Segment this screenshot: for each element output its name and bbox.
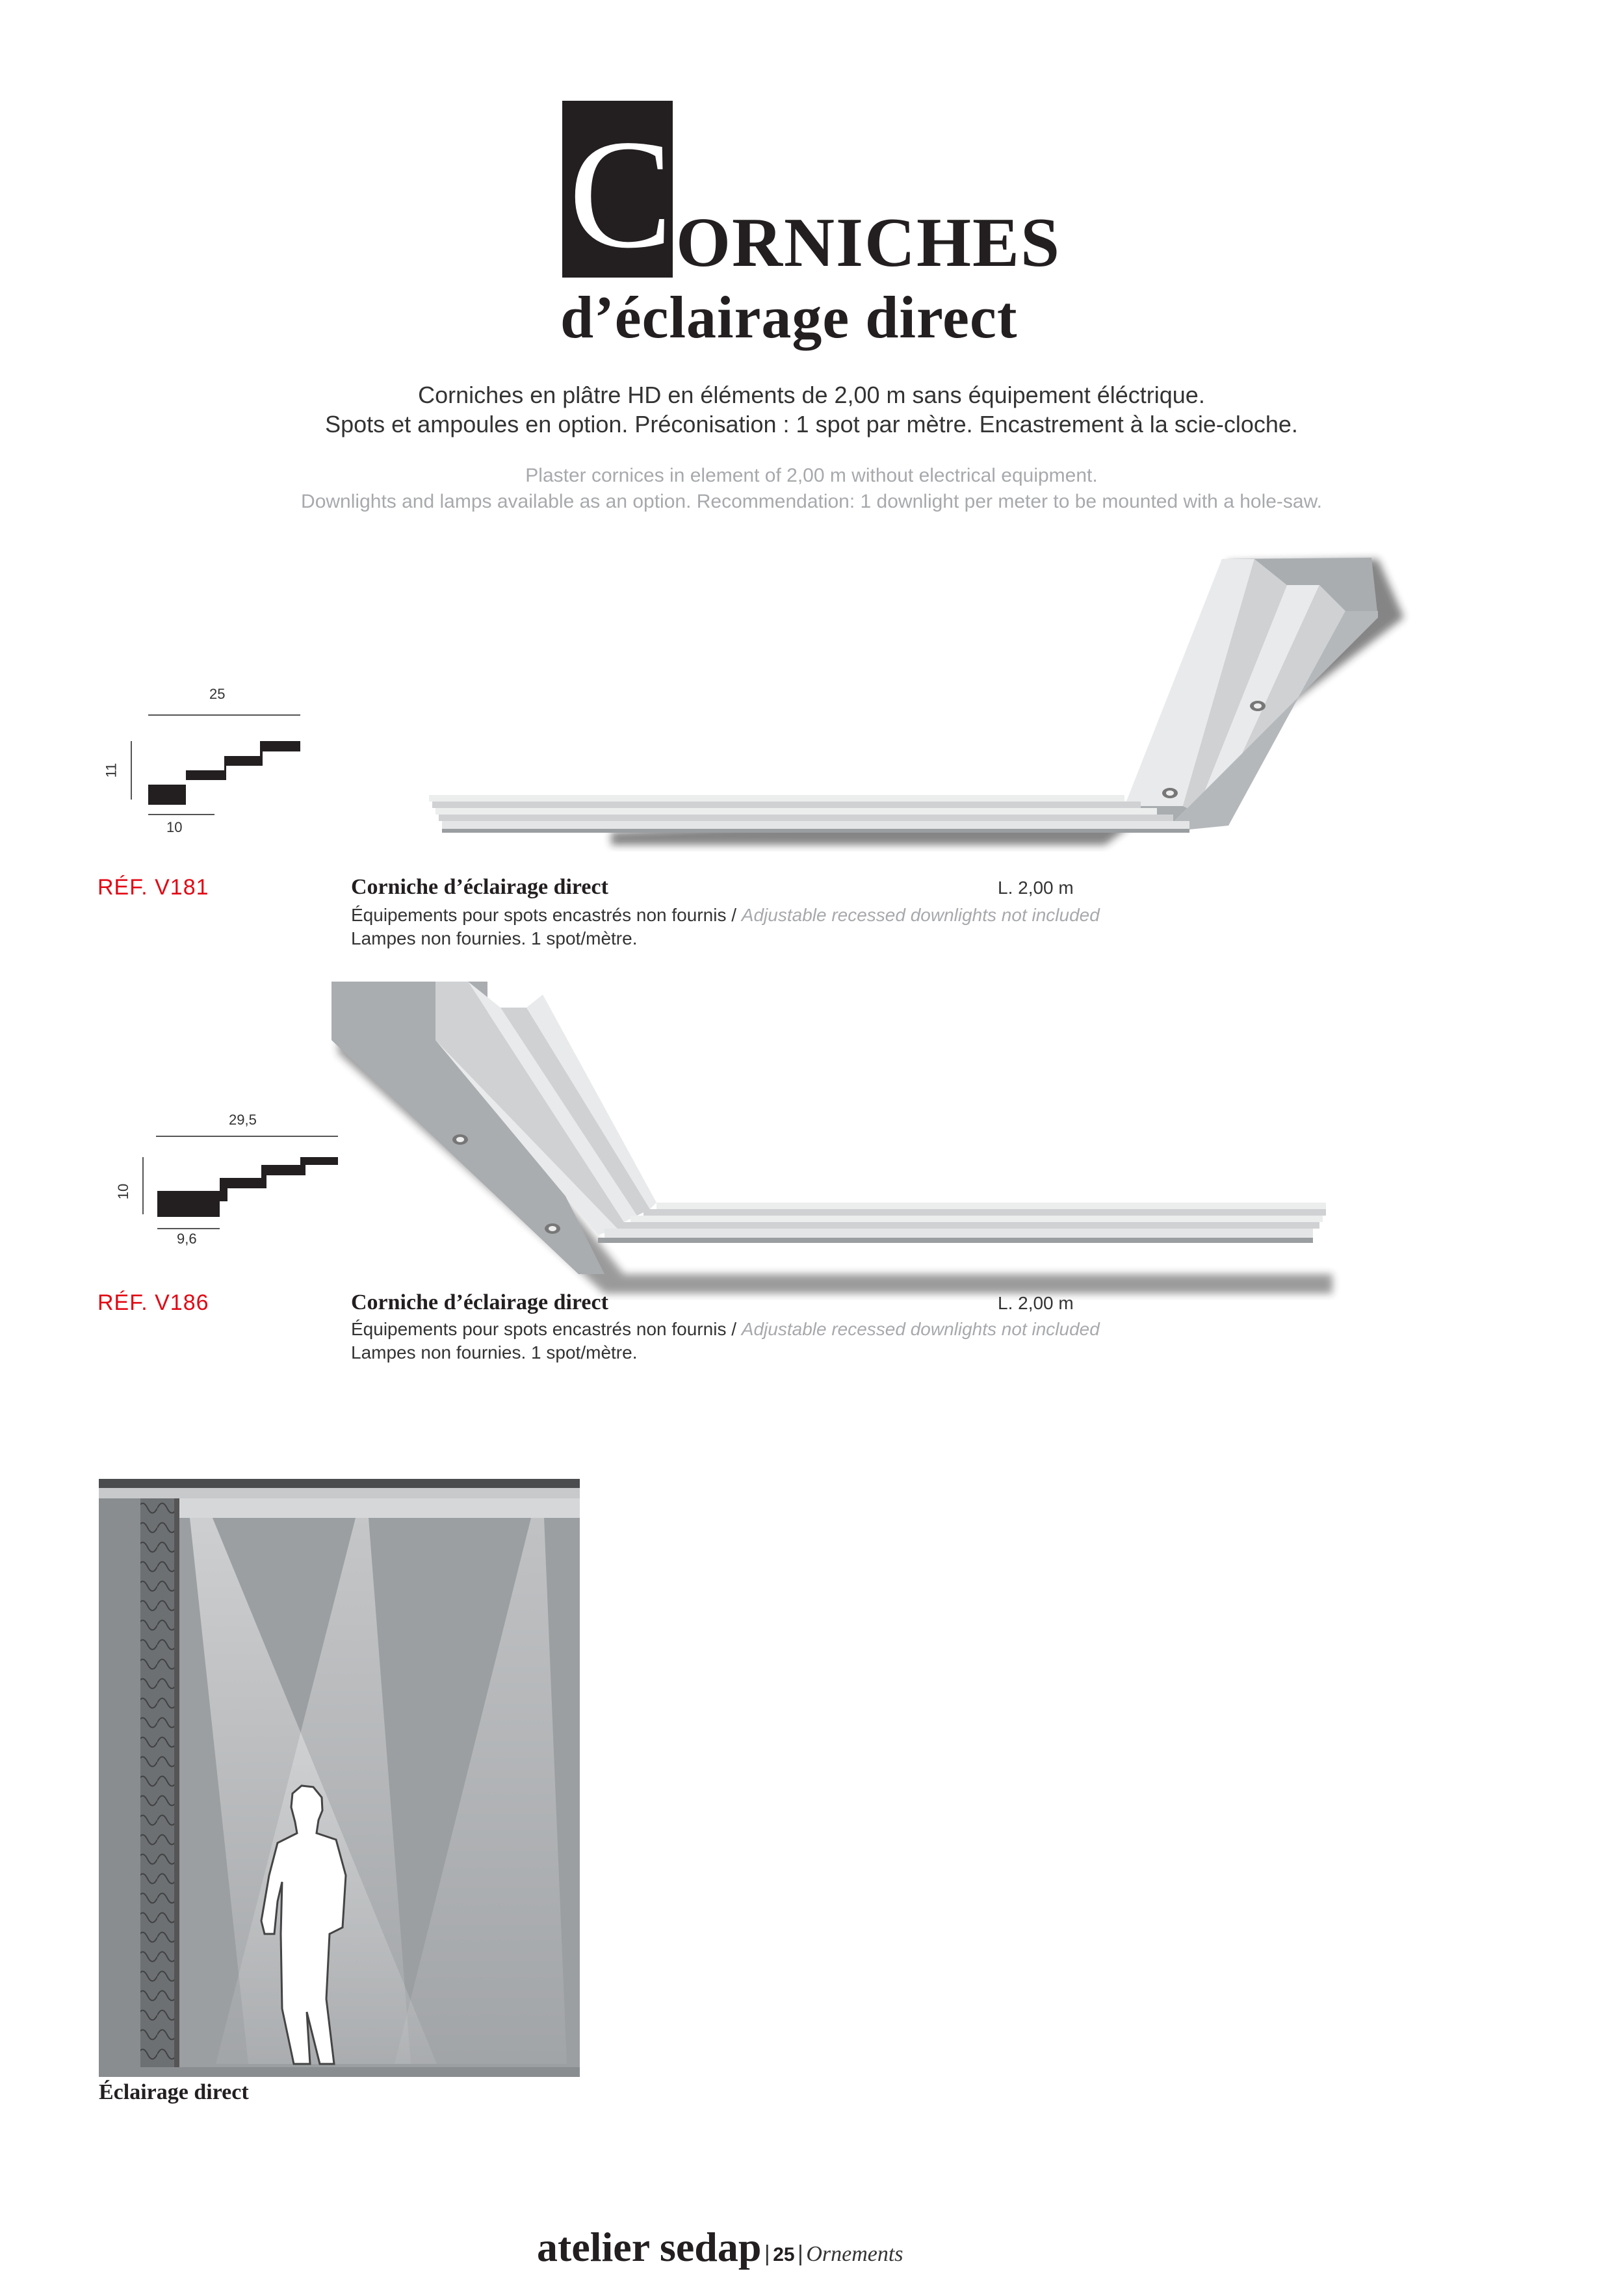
product-ref-v186: RÉF. V186: [97, 1290, 209, 1315]
intro-fr-line-1: Corniches en plâtre HD en éléments de 2,00 m sans équipement éléctrique.: [418, 382, 1205, 408]
cornice-render-v181: [416, 546, 1430, 852]
product-desc-v181: [351, 904, 1100, 950]
product-title-v181: Corniche d’éclairage direct: [351, 875, 608, 899]
product-desc-line2-v181: Lampes non fournies. 1 spot/mètre.: [351, 928, 638, 948]
title-initial-letter: C: [568, 107, 673, 280]
page-title: ORNICHES: [676, 204, 1061, 281]
page-subtitle: d’éclairage direct: [560, 284, 1018, 350]
product-desc-fr-v186: Équipements pour spots encastrés non fournis /: [351, 1319, 742, 1339]
product-length-v181: L. 2,00 m: [998, 878, 1074, 898]
product-desc-line2-v186: Lampes non fournies. 1 spot/mètre.: [351, 1342, 638, 1363]
product-ref-v181: RÉF. V181: [97, 875, 209, 900]
footer-separator-1: |: [764, 2241, 770, 2266]
product-desc-en-v181: Adjustable recessed downlights not included: [741, 905, 1100, 925]
cornice-render-v186: [318, 969, 1358, 1300]
intro-en-line-1: Plaster cornices in element of 2,00 m without electrical equipment.: [525, 465, 1098, 486]
footer-brand: atelier sedap: [537, 2224, 762, 2270]
footer: [537, 2223, 903, 2271]
dim-side-v181: 11: [103, 763, 120, 778]
dim-side-v186: 10: [115, 1183, 132, 1200]
dim-bottom-v186: 9,6: [177, 1231, 197, 1247]
product-desc-en-v186: Adjustable recessed downlights not included: [741, 1319, 1100, 1339]
product-length-v186: L. 2,00 m: [998, 1293, 1074, 1313]
intro-fr-line-2: Spots et ampoules en option. Préconisation : 1 spot par mètre. Encastrement à la scie-cloche.: [325, 411, 1298, 437]
dim-bottom-v181: 10: [166, 819, 183, 835]
product-desc-v186: [351, 1318, 1100, 1364]
footer-separator-2: |: [798, 2241, 803, 2266]
product-title-v186: Corniche d’éclairage direct: [351, 1290, 608, 1314]
footer-section: Ornements: [806, 2242, 903, 2266]
illustration-caption: Éclairage direct: [99, 2080, 249, 2104]
lighting-illustration: [99, 1479, 580, 2077]
dim-top-v181: 25: [209, 686, 226, 702]
intro-en-line-2: Downlights and lamps available as an option. Recommendation: 1 downlight per meter to be mounted with a hole-saw.: [301, 491, 1322, 512]
page-number: 25: [773, 2244, 795, 2265]
dim-top-v186: 29,5: [229, 1112, 257, 1128]
product-desc-fr-v181: Équipements pour spots encastrés non fournis /: [351, 905, 742, 925]
profile-drawing-v186: [117, 1105, 351, 1261]
